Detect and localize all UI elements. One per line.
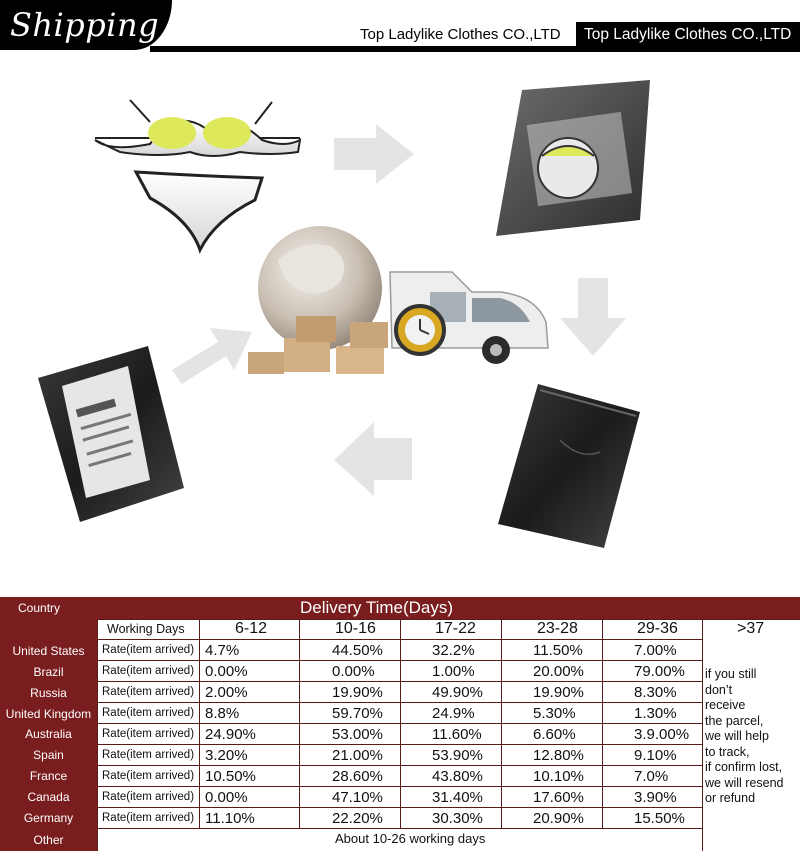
country-name: Spain [33, 748, 64, 762]
rate-label: Rate(item arrived) [102, 707, 195, 719]
rate-value: 20.00% [533, 663, 584, 680]
rate-value: 44.50% [332, 642, 383, 659]
rate-value: 59.70% [332, 705, 383, 722]
rate-value: 28.60% [332, 768, 383, 785]
rate-value: 6.60% [533, 726, 576, 743]
rate-value: 1.00% [432, 663, 475, 680]
rate-value: 20.90% [533, 810, 584, 827]
range-header: 6-12 [235, 620, 268, 637]
note-line: we will help [705, 729, 769, 743]
note-line: to track, [705, 744, 750, 759]
rate-value: 32.2% [432, 642, 475, 659]
rate-value: 4.7% [205, 642, 240, 659]
page-title: Shipping [10, 6, 160, 44]
note-line: we will resend [705, 775, 784, 790]
rate-value: 47.10% [332, 789, 383, 806]
rate-value: 17.60% [533, 789, 584, 806]
note-line: the parcel, [705, 713, 764, 728]
working-days-label: Working Days [107, 622, 185, 636]
country-name: Germany [23, 811, 74, 825]
rate-label: Rate(item arrived) [102, 728, 195, 740]
rate-value: 19.90% [533, 684, 584, 701]
header-tab [0, 0, 172, 50]
rate-value: 19.90% [332, 684, 383, 701]
rate-value: 11.60% [432, 726, 482, 743]
country-name: Other [33, 833, 64, 847]
delivery-grid [97, 619, 800, 851]
rate-label: Rate(item arrived) [102, 665, 195, 677]
arrow-right-icon [334, 124, 414, 184]
rate-value: 24.90% [205, 726, 256, 743]
rate-value: 7.00% [634, 642, 677, 659]
note-line: if confirm lost, [705, 760, 783, 774]
rate-value: 49.90% [432, 684, 483, 701]
country-column-header: Country [18, 601, 61, 615]
rate-value: 15.50% [634, 810, 685, 827]
arrow-up-right-icon [172, 328, 252, 384]
note-line: receive [705, 698, 746, 712]
rate-label: Rate(item arrived) [102, 644, 195, 656]
rate-value: 3.20% [205, 747, 248, 764]
rate-value: 0.00% [205, 663, 248, 680]
rate-label: Rate(item arrived) [102, 749, 195, 761]
rate-value: 10.10% [533, 768, 584, 785]
country-name: United States [12, 644, 85, 658]
rate-value: 43.80% [432, 768, 483, 785]
rate-value: 0.00% [332, 663, 375, 680]
sealed-parcel-image [498, 384, 640, 548]
company-name-boxed: Top Ladylike Clothes CO.,LTD [576, 22, 800, 48]
arrow-left-icon [334, 422, 412, 496]
arrow-down-icon [560, 278, 626, 356]
rate-label: Rate(item arrived) [102, 812, 195, 824]
note-line: or refund [705, 791, 756, 805]
rate-value: 24.9% [432, 705, 475, 722]
rate-value: 8.30% [634, 684, 677, 701]
rate-value: 7.0% [634, 768, 669, 785]
table-header-bar [0, 597, 800, 619]
shipping-process-illustration [0, 60, 800, 590]
country-name: Russia [30, 686, 67, 700]
rate-value: 30.30% [432, 810, 483, 827]
country-name: Canada [27, 790, 70, 804]
packed-item-image [496, 80, 650, 236]
rate-value: 22.20% [332, 810, 383, 827]
rate-value: 3.9.00% [634, 726, 690, 743]
rate-value: 79.00% [634, 663, 685, 680]
note-line: don’t [705, 682, 733, 697]
range-header: 23-28 [537, 620, 578, 637]
rate-label: Rate(item arrived) [102, 770, 195, 782]
rate-value: 5.30% [533, 705, 576, 722]
delivery-time-title: Delivery Time(Days) [300, 598, 454, 617]
rate-value: 8.8% [205, 705, 240, 722]
bikini-product-image [95, 100, 300, 250]
country-name: Brazil [33, 665, 64, 679]
page-header [0, 0, 800, 58]
rate-value: 11.50% [533, 642, 583, 659]
rate-value: 2.00% [205, 684, 248, 701]
rate-value: 21.00% [332, 747, 383, 764]
rate-value: 3.90% [634, 789, 677, 806]
rate-value: 53.90% [432, 747, 483, 764]
rate-label: Rate(item arrived) [102, 686, 195, 698]
rate-value: 1.30% [634, 705, 677, 722]
rate-value: 31.40% [432, 789, 483, 806]
rate-value: 53.00% [332, 726, 383, 743]
range-header: 10-16 [335, 620, 376, 637]
rate-label: Rate(item arrived) [102, 791, 195, 803]
rate-value: 9.10% [634, 747, 677, 764]
company-name: Top Ladylike Clothes CO.,LTD [360, 26, 561, 43]
country-name: United Kingdom [5, 707, 92, 721]
rate-value: 11.10% [205, 810, 255, 827]
globe-and-delivery-van-image [248, 226, 548, 374]
country-name: France [29, 769, 68, 783]
delivery-time-table [0, 597, 800, 851]
range-header: 17-22 [435, 620, 476, 637]
rate-value: 0.00% [205, 789, 248, 806]
rate-value: 12.80% [533, 747, 584, 764]
country-name: Australia [25, 727, 72, 741]
rate-value: 10.50% [205, 768, 256, 785]
other-delivery-text: About 10-26 working days [335, 831, 486, 846]
range-header: 29-36 [637, 620, 678, 637]
range-header: >37 [737, 620, 765, 637]
note-line: if you still [705, 667, 757, 681]
labeled-parcel-image [38, 346, 184, 522]
